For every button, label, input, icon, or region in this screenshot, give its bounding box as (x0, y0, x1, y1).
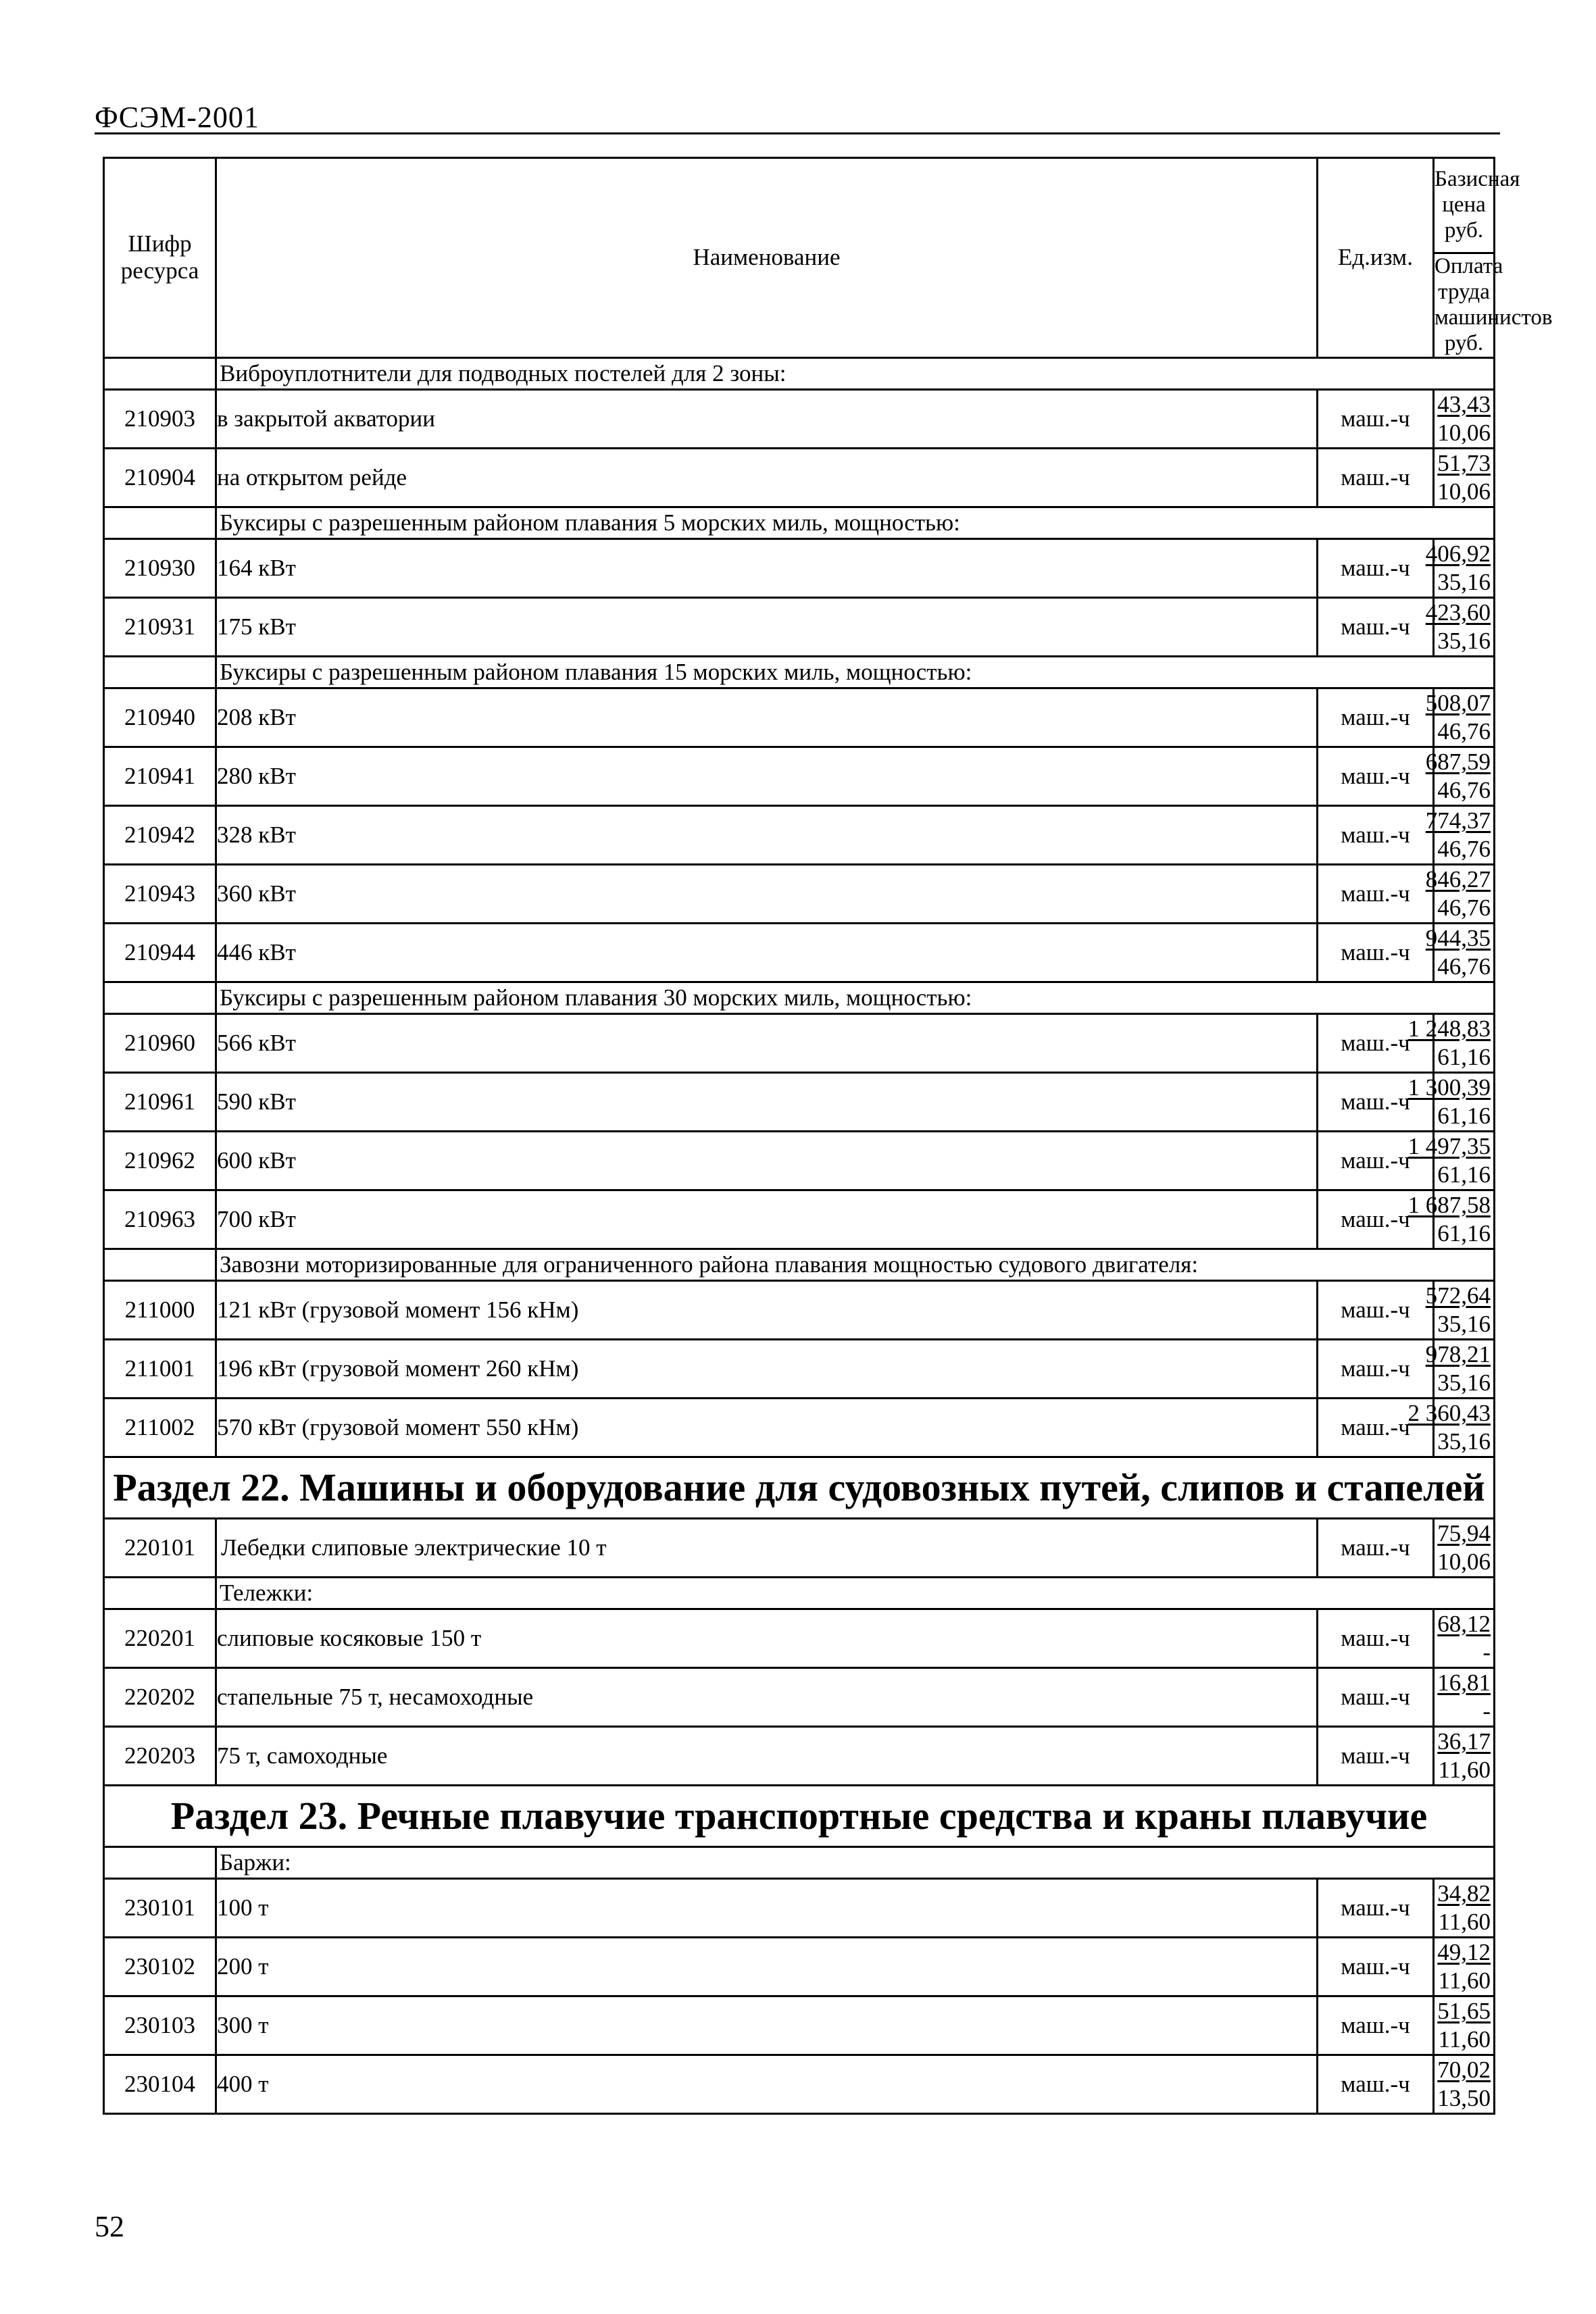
resource-code: 211002 (104, 1398, 216, 1457)
resource-name: 700 кВт (216, 1190, 1318, 1249)
section-heading: Раздел 23. Речные плавучие транспортные средства и краны плавучие (104, 1785, 1495, 1846)
labor-pay: 10,06 (1437, 478, 1491, 505)
base-price: 51,73 (1437, 449, 1491, 476)
header-unit: Ед.изм. (1318, 158, 1434, 358)
table-row (104, 389, 1495, 448)
group-row (104, 1846, 1495, 1878)
base-price: 68,12 (1437, 1610, 1491, 1637)
unit-cell: маш.-ч (1318, 1013, 1434, 1072)
table-row (104, 747, 1495, 805)
resource-name: 570 кВт (грузовой момент 550 кНм) (216, 1398, 1318, 1457)
resource-name: 196 кВт (грузовой момент 260 кНм) (216, 1339, 1318, 1398)
price-cell (1425, 688, 1495, 747)
labor-pay: 46,76 (1437, 953, 1491, 980)
base-price: 1 497,35 (1407, 1132, 1491, 1159)
resource-code: 210963 (104, 1190, 216, 1249)
labor-pay: 46,76 (1437, 835, 1491, 862)
resource-code: 210904 (104, 448, 216, 507)
labor-pay: 61,16 (1437, 1102, 1491, 1129)
group-label: Завозни моторизированные для ограниченного района плавания мощностью судового двигателя: (216, 1249, 1495, 1280)
price-cell (1407, 1072, 1495, 1131)
unit-cell: маш.-ч (1318, 1996, 1434, 2055)
resource-code: 210961 (104, 1072, 216, 1131)
resource-name: 175 кВт (216, 597, 1318, 656)
table-row (104, 1518, 1495, 1577)
unit-cell: маш.-ч (1318, 1518, 1434, 1577)
labor-pay: 35,16 (1437, 1310, 1491, 1337)
unit-cell: маш.-ч (1318, 1280, 1434, 1339)
base-price: 406,92 (1425, 540, 1491, 567)
group-code-cell (104, 1577, 216, 1609)
document-title: ФСЭМ-2001 (95, 101, 259, 134)
group-code-cell (104, 507, 216, 538)
resource-name: 121 кВт (грузовой момент 156 кНм) (216, 1280, 1318, 1339)
header-base-price: Базисная цена руб. (1434, 158, 1495, 253)
resource-code: 210944 (104, 923, 216, 982)
header-rule (95, 132, 1500, 134)
resource-code: 220202 (104, 1667, 216, 1726)
price-cell (1425, 747, 1495, 805)
resource-code: 210942 (104, 805, 216, 864)
base-price: 1 687,58 (1407, 1191, 1491, 1218)
table-row (104, 805, 1495, 864)
table-row (104, 923, 1495, 982)
unit-cell: маш.-ч (1318, 1131, 1434, 1190)
unit-cell: маш.-ч (1318, 389, 1434, 448)
labor-pay: 10,06 (1437, 419, 1491, 446)
unit-cell: маш.-ч (1318, 448, 1434, 507)
unit-cell: маш.-ч (1318, 805, 1434, 864)
group-row (104, 357, 1495, 389)
section-row (104, 1457, 1495, 1518)
base-price: 508,07 (1425, 689, 1491, 716)
table-row (104, 597, 1495, 656)
base-price: 43,43 (1437, 391, 1491, 418)
resource-name: 164 кВт (216, 538, 1318, 597)
group-label: Виброуплотнители для подводных постелей для 2 зоны: (216, 357, 1495, 389)
resource-code: 220101 (104, 1518, 216, 1577)
resource-code: 210962 (104, 1131, 216, 1190)
labor-pay: 13,50 (1437, 2084, 1491, 2111)
resource-code: 210943 (104, 864, 216, 923)
resource-name: 446 кВт (216, 923, 1318, 982)
base-price: 774,37 (1425, 807, 1491, 834)
base-price: 75,94 (1437, 1519, 1491, 1546)
table-row (104, 1339, 1495, 1398)
header-labor-pay: Оплата труда машинистов руб. (1434, 253, 1495, 358)
resource-name: 328 кВт (216, 805, 1318, 864)
resource-name: 360 кВт (216, 864, 1318, 923)
resource-name: слиповые косяковые 150 т (216, 1609, 1318, 1667)
resource-code: 210940 (104, 688, 216, 747)
labor-pay: 35,16 (1437, 1428, 1491, 1455)
labor-pay: 46,76 (1437, 718, 1491, 745)
resource-name: 208 кВт (216, 688, 1318, 747)
price-cell (1425, 1339, 1495, 1398)
resource-name: 300 т (216, 1996, 1318, 2055)
table-row (104, 1609, 1495, 1667)
unit-cell: маш.-ч (1318, 1398, 1434, 1457)
table-row (104, 1667, 1495, 1726)
resource-name: 590 кВт (216, 1072, 1318, 1131)
table-row (104, 1878, 1495, 1937)
group-label: Тележки: (216, 1577, 1495, 1609)
labor-pay: 46,76 (1437, 776, 1491, 803)
price-cell (1425, 923, 1495, 982)
table-row (104, 864, 1495, 923)
section-heading: Раздел 22. Машины и оборудование для судовозных путей, слипов и стапелей (104, 1457, 1495, 1518)
price-cell (1425, 538, 1495, 597)
resource-code: 211001 (104, 1339, 216, 1398)
labor-pay: 35,16 (1437, 627, 1491, 654)
unit-cell: маш.-ч (1318, 688, 1434, 747)
resource-code: 210931 (104, 597, 216, 656)
unit-cell: маш.-ч (1318, 1072, 1434, 1131)
price-cell (1425, 805, 1495, 864)
labor-pay: 11,60 (1438, 1967, 1491, 1994)
labor-pay: - (1482, 1638, 1491, 1665)
labor-pay: 35,16 (1437, 568, 1491, 595)
header-code: Шифр ресурса (104, 158, 216, 358)
labor-pay: 46,76 (1437, 894, 1491, 921)
base-price: 944,35 (1425, 924, 1491, 951)
table-row (104, 1398, 1495, 1457)
table-row (104, 2055, 1495, 2113)
table-row (104, 1013, 1495, 1072)
resource-code: 230103 (104, 1996, 216, 2055)
resource-code: 230104 (104, 2055, 216, 2113)
base-price: 49,12 (1437, 1938, 1491, 1965)
resource-code: 220203 (104, 1726, 216, 1785)
resource-name: Лебедки слиповые электрические 10 т (216, 1518, 1318, 1577)
price-cell (1434, 1518, 1495, 1577)
base-price: 34,82 (1437, 1880, 1491, 1907)
base-price: 572,64 (1425, 1282, 1491, 1309)
unit-cell: маш.-ч (1318, 538, 1434, 597)
base-price: 36,17 (1437, 1728, 1491, 1755)
table-row (104, 448, 1495, 507)
resource-code: 230102 (104, 1937, 216, 1996)
unit-cell: маш.-ч (1318, 923, 1434, 982)
table-row (104, 1937, 1495, 1996)
header-name: Наименование (216, 158, 1318, 358)
base-price: 978,21 (1425, 1340, 1491, 1367)
unit-cell: маш.-ч (1318, 747, 1434, 805)
resource-name: 75 т, самоходные (216, 1726, 1318, 1785)
table-row (104, 1996, 1495, 2055)
labor-pay: 11,60 (1438, 2026, 1491, 2053)
group-row (104, 1577, 1495, 1609)
base-price: 1 300,39 (1407, 1074, 1491, 1101)
resource-code: 210960 (104, 1013, 216, 1072)
table-row (104, 1726, 1495, 1785)
resource-name: 566 кВт (216, 1013, 1318, 1072)
resource-code: 210930 (104, 538, 216, 597)
table-row (104, 1072, 1495, 1131)
resource-code: 210903 (104, 389, 216, 448)
resource-name: на открытом рейде (216, 448, 1318, 507)
base-price: 687,59 (1425, 748, 1491, 775)
group-row (104, 1249, 1495, 1280)
base-price: 423,60 (1425, 599, 1491, 626)
price-cell (1434, 1878, 1495, 1937)
price-cell (1407, 1013, 1495, 1072)
resource-name: в закрытой акватории (216, 389, 1318, 448)
price-cell (1425, 1280, 1495, 1339)
table-row (104, 688, 1495, 747)
resource-name: 200 т (216, 1937, 1318, 1996)
price-cell (1434, 1667, 1495, 1726)
group-code-cell (104, 1846, 216, 1878)
resource-code: 211000 (104, 1280, 216, 1339)
price-table (103, 157, 1553, 2115)
base-price: 16,81 (1437, 1669, 1491, 1696)
unit-cell: маш.-ч (1318, 1609, 1434, 1667)
table-row (104, 1280, 1495, 1339)
price-cell (1434, 2055, 1495, 2113)
labor-pay: 11,60 (1438, 1756, 1491, 1783)
unit-cell: маш.-ч (1318, 2055, 1434, 2113)
resource-code: 220201 (104, 1609, 216, 1667)
group-code-cell (104, 982, 216, 1013)
price-cell (1434, 1726, 1495, 1785)
group-label: Буксиры с разрешенным районом плавания 30 морских миль, мощностью: (216, 982, 1495, 1013)
page-number: 52 (95, 2210, 124, 2243)
price-cell (1407, 1131, 1495, 1190)
group-label: Буксиры с разрешенным районом плавания 15 морских миль, мощностью: (216, 656, 1495, 688)
price-cell (1434, 1609, 1495, 1667)
unit-cell: маш.-ч (1318, 597, 1434, 656)
labor-pay: 11,60 (1438, 1908, 1491, 1935)
base-price: 70,02 (1437, 2056, 1491, 2083)
unit-cell: маш.-ч (1318, 1190, 1434, 1249)
unit-cell: маш.-ч (1318, 1937, 1434, 1996)
resource-name: стапельные 75 т, несамоходные (216, 1667, 1318, 1726)
group-label: Буксиры с разрешенным районом плавания 5 морских миль, мощностью: (216, 507, 1495, 538)
resource-name: 100 т (216, 1878, 1318, 1937)
resource-code: 210941 (104, 747, 216, 805)
table-header-row (104, 158, 1495, 253)
unit-cell: маш.-ч (1318, 864, 1434, 923)
group-row (104, 656, 1495, 688)
resource-code: 230101 (104, 1878, 216, 1937)
labor-pay: 61,16 (1437, 1043, 1491, 1070)
base-price: 846,27 (1425, 865, 1491, 892)
resource-name: 280 кВт (216, 747, 1318, 805)
labor-pay: 10,06 (1437, 1548, 1491, 1575)
price-cell (1425, 597, 1495, 656)
group-code-cell (104, 656, 216, 688)
unit-cell: маш.-ч (1318, 1339, 1434, 1398)
labor-pay: 35,16 (1437, 1369, 1491, 1396)
price-cell (1425, 864, 1495, 923)
table-row (104, 538, 1495, 597)
group-label: Баржи: (216, 1846, 1495, 1878)
labor-pay: 61,16 (1437, 1219, 1491, 1247)
table-row (104, 1131, 1495, 1190)
group-code-cell (104, 357, 216, 389)
base-price: 1 248,83 (1407, 1015, 1491, 1042)
group-code-cell (104, 1249, 216, 1280)
labor-pay: - (1482, 1697, 1491, 1724)
table-row (104, 1190, 1495, 1249)
section-row (104, 1785, 1495, 1846)
price-cell (1434, 1937, 1495, 1996)
unit-cell: маш.-ч (1318, 1726, 1434, 1785)
labor-pay: 61,16 (1437, 1161, 1491, 1188)
group-row (104, 507, 1495, 538)
price-cell (1407, 1190, 1495, 1249)
price-cell (1407, 1398, 1495, 1457)
group-row (104, 982, 1495, 1013)
price-cell (1434, 389, 1495, 448)
resource-name: 600 кВт (216, 1131, 1318, 1190)
base-price: 51,65 (1437, 1997, 1491, 2024)
price-cell (1434, 1996, 1495, 2055)
resource-name: 400 т (216, 2055, 1318, 2113)
unit-cell: маш.-ч (1318, 1667, 1434, 1726)
price-cell (1434, 448, 1495, 507)
base-price: 2 360,43 (1407, 1399, 1491, 1426)
unit-cell: маш.-ч (1318, 1878, 1434, 1937)
